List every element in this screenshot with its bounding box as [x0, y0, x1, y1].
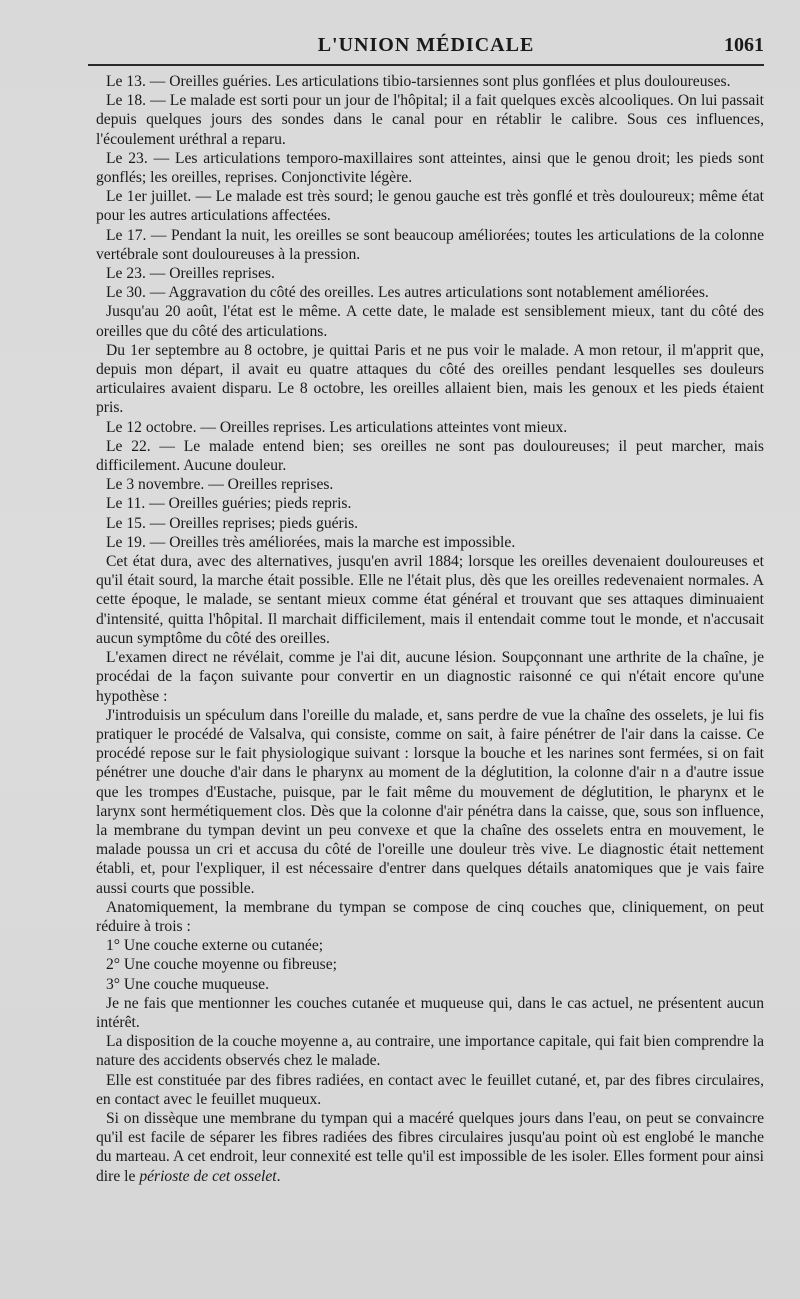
paragraph: Le 1er juillet. — Le malade est très sourd; le genou gauche est très gonflé et très douloureux; même état pour les autres articulations affectées. — [96, 188, 764, 225]
paragraph: Le 22. — Le malade entend bien; ses oreilles ne sont pas douloureuses; il peut marcher, mais difficilement. Aucune douleur. — [96, 437, 764, 475]
italic-term: périoste de cet osselet — [139, 1167, 277, 1185]
paragraph: Le 15. — Oreilles reprises; pieds guéris. — [106, 514, 359, 532]
paragraph: Le 3 novembre. — Oreilles reprises. — [106, 476, 334, 494]
list-item: 1° Une couche externe ou cutanée; — [106, 937, 324, 955]
paragraph: Le 30. — Aggravation du côté des oreilles. Les autres articulations sont notablement améliorées. — [106, 284, 709, 302]
paragraph: L'examen direct ne révélait, comme je l'ai dit, aucune lésion. Soupçonnant une arthrite de la chaîne, je procédai de la façon suivante pour convertir en un diagnostic raisonné ce qui n'était encore qu'une hypothèse : — [96, 649, 764, 705]
paragraph: Anatomiquement, la membrane du tympan se compose de cinq couches que, cliniquement, on peut réduire à trois : — [96, 898, 764, 935]
journal-title: L'UNION MÉDICALE — [317, 34, 535, 56]
paragraph-end: . — [276, 1167, 281, 1185]
paragraph: Le 19. — Oreilles très améliorées, mais la marche est impossible. — [106, 533, 516, 551]
paragraph: Le 17. — Pendant la nuit, les oreilles se sont beaucoup améliorées; toutes les articulations de la colonne vertébrale sont douloureuses à la pression. — [96, 226, 764, 263]
paragraph-text: Si on dissèque une membrane du tympan qui a macéré quelques jours dans l'eau, on peut se convaincre qu'il est facile de séparer les fibres radiées des fibres circulaires jusqu'au point où est englobé le manche du marteau. A cet endroit, leur connexité est telle qu'il est impossible de les isoler. Elles forment pour ainsi dire le — [96, 1109, 764, 1185]
paragraph: Le 13. — Oreilles guéries. Les articulations tibio-tarsiennes sont plus gonflées et plus douloureuses. — [106, 73, 731, 90]
paragraph: Le 12 octobre. — Oreilles reprises. Les articulations atteintes vont mieux. — [106, 418, 568, 436]
paragraph: Jusqu'au 20 août, l'état est le même. A cette date, le malade est sensiblement mieux, tant du côté des oreilles que du côté des articulations. — [96, 303, 764, 340]
list-item: 2° Une couche moyenne ou fibreuse; — [106, 956, 337, 974]
paragraph: Le 18. — Le malade est sorti pour un jour de l'hôpital; il a fait quelques excès alcooliques. On lui passait depuis quelques jours des sondes dans le canal pour en rétablir le calibre. Sous ces influences, l'écoulement uréthral a reparu. — [96, 92, 764, 148]
paragraph: Elle est constituée par des fibres radiées, en contact avec le feuillet cutané, et, par des fibres circulaires, en contact avec le feuillet muqueux. — [96, 1071, 764, 1108]
paragraph: Le 11. — Oreilles guéries; pieds repris. — [106, 495, 352, 513]
body-text — [96, 72, 764, 1186]
paragraph: Du 1er septembre au 8 octobre, je quittai Paris et ne pus voir le malade. A mon retour, il m'apprit que, depuis mon départ, il avait eu quatre attaques du côté des oreilles pendant lesquelles ses douleurs articulaires avaient disparu. Le 8 octobre, les oreilles allaient bien, mais les genoux et les pieds étaient pris. — [96, 341, 764, 417]
paragraph: J'introduisis un spéculum dans l'oreille du malade, et, sans perdre de vue la chaîne des osselets, je lui fis pratiquer le procédé de Valsalva, qui consiste, comme on sait, à faire pénétrer de l'air dans la caisse. Ce procédé repose sur le fait physiologique suivant : lorsque la bouche et les narines sont fermées, si on fait pénétrer une douche d'air dans le pharynx au moment de la déglutition, la colonne d'air n a d'autre issue que les trompes d'Eustache, puisque, par le fait même du mouvement de déglutition, le pharynx et le larynx sont hermétiquement clos. Dès que la colonne d'air pénétra dans la caisse, que, sous son influence, la membrane du tympan devint un peu convexe et que la chaîne des osselets entra en mouvement, le malade poussa un cri et accusa du côté de l'oreille une douleur très vive. Le diagnostic était nettement établi, et, pour l'expliquer, il est nécessaire d'entrer dans quelques détails anatomiques que je vais faire aussi courts que possible. — [96, 706, 764, 897]
paragraph: La disposition de la couche moyenne a, au contraire, une importance capitale, qui fait bien comprendre la nature des accidents observés chez le malade. — [96, 1033, 764, 1070]
paragraph — [96, 1109, 764, 1186]
paragraph: Je ne fais que mentionner les couches cutanée et muqueuse qui, dans le cas actuel, ne présentent aucun intérêt. — [96, 994, 764, 1031]
page-number: 1061 — [724, 34, 764, 56]
running-header — [88, 30, 764, 66]
paragraph: Le 23. — Les articulations temporo-maxillaires sont atteintes, ainsi que le genou droit; les pieds sont gonflés; les oreilles, reprises. Conjonctivite légère. — [96, 149, 764, 187]
paragraph: Le 23. — Oreilles reprises. — [106, 265, 275, 283]
paragraph: Cet état dura, avec des alternatives, jusqu'en avril 1884; lorsque les oreilles devenaient douloureuses et qu'il était sourd, la marche était possible. Elle ne l'était plus, dès que les oreilles redevenaient normales. A cette époque, le malade, se sentant mieux comme état général et trouvant que ses attaques diminuaient d'intensité, quitta l'hôpital. Il marchait difficilement, mais il entendait comme tout le monde, et n'accusait aucun symptôme du côté des oreilles. — [96, 553, 764, 647]
list-item: 3° Une couche muqueuse. — [106, 975, 269, 993]
